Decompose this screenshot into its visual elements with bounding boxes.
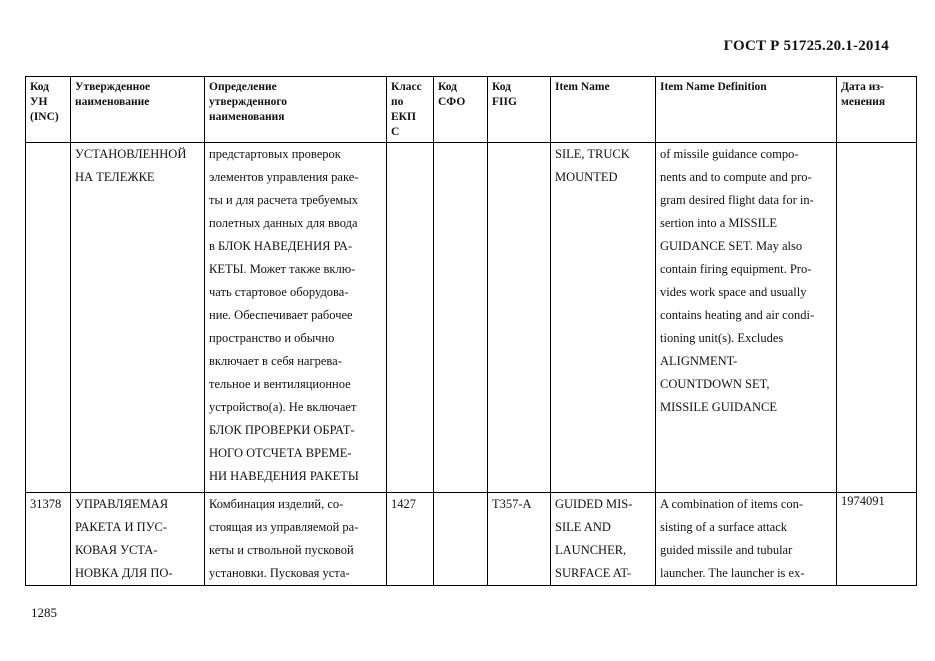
table-row	[26, 493, 917, 586]
cell-text-line: включает в себя нагрева-	[209, 354, 342, 368]
cell-text-line: С	[391, 126, 400, 138]
cell-inc: 31378	[26, 493, 71, 586]
cell-text-line: установки. Пусковая уста-	[209, 566, 350, 580]
nomenclature-table	[25, 76, 917, 586]
column-header-change-date	[837, 77, 917, 143]
cell-text-line: НИ НАВЕДЕНИЯ РАКЕТЫ	[209, 469, 359, 483]
cell-text-line: COUNTDOWN SET,	[660, 377, 770, 391]
cell-text-line: SILE AND	[555, 520, 611, 534]
cell-text-line: A combination of items con-	[660, 497, 804, 511]
cell-text-line: Комбинация изделий, со-	[209, 497, 344, 511]
column-header-inc	[26, 77, 71, 143]
cell-text-line: чать стартовое оборудова-	[209, 285, 349, 299]
cell-text-line: элементов управления раке-	[209, 170, 359, 184]
cell-text-line: наименование	[75, 96, 150, 108]
cell-definition	[205, 143, 387, 493]
cell-class	[387, 143, 434, 493]
cell-text-line: наименования	[209, 111, 285, 123]
cell-item-name	[551, 143, 656, 493]
change-date-value: 1974091	[841, 494, 885, 508]
cell-text-line: tioning unit(s). Excludes	[660, 331, 784, 345]
cell-text-line: contain firing equipment. Pro-	[660, 262, 812, 276]
cell-text-line: ты и для расчета требуемых	[209, 193, 358, 207]
cell-change-date	[837, 493, 917, 586]
column-header-fiig	[488, 77, 551, 143]
cell-text-line: УПРАВЛЯЕМАЯ	[75, 497, 169, 511]
cell-inc	[26, 143, 71, 493]
cell-item-definition	[656, 143, 837, 493]
column-header-definition	[205, 77, 387, 143]
cell-text-line: LAUNCHER,	[555, 543, 627, 557]
cell-text-line: кеты и ствольной пусковой	[209, 543, 354, 557]
cell-text-line: SILE, TRUCK	[555, 147, 630, 161]
cell-text-line: sertion into a MISSILE	[660, 216, 778, 230]
cell-text-line: стоящая из управляемой ра-	[209, 520, 359, 534]
cell-item-name	[551, 493, 656, 586]
table-row	[26, 143, 917, 493]
document-standard-number: ГОСТ Р 51725.20.1-2014	[723, 38, 889, 54]
cell-text-line: (INC)	[30, 111, 59, 123]
cell-text-line: тельное и вентиляционное	[209, 377, 351, 391]
cell-approved-name	[71, 493, 205, 586]
cell-text-line: Утвержденное	[75, 81, 151, 93]
cell-fiig	[488, 143, 551, 493]
cell-text-line: Item Name Definition	[660, 81, 767, 93]
cell-text-line: MISSILE GUIDANCE	[660, 400, 778, 414]
cell-text-line: vides work space and usually	[660, 285, 807, 299]
cell-text-line: Item Name	[555, 81, 610, 93]
cell-text-line: ЕКП	[391, 111, 416, 123]
cell-text-line: по	[391, 96, 404, 108]
cell-text-line: НОГО ОТСЧЕТА ВРЕМЕ-	[209, 446, 352, 460]
cell-text-line: contains heating and air condi-	[660, 308, 815, 322]
cell-text-line: MOUNTED	[555, 170, 618, 184]
cell-text-line: Код	[492, 81, 512, 93]
cell-text-line: УН	[30, 96, 48, 108]
cell-text-line: в БЛОК НАВЕДЕНИЯ РА-	[209, 239, 353, 253]
cell-text-line: guided missile and tubular	[660, 543, 793, 557]
cell-text-line: nents and to compute and pro-	[660, 170, 812, 184]
cell-text-line: launcher. The launcher is ex-	[660, 566, 805, 580]
cell-text-line: Дата из-	[841, 81, 884, 93]
column-header-class	[387, 77, 434, 143]
cell-text-line: SURFACE AT-	[555, 566, 632, 580]
cell-text-line: полетных данных для ввода	[209, 216, 358, 230]
cell-text-line: БЛОК ПРОВЕРКИ ОБРАТ-	[209, 423, 355, 437]
cell-text-line: GUIDED MIS-	[555, 497, 633, 511]
cell-text-line: устройство(а). Не включает	[209, 400, 357, 414]
cell-text-line: КОВАЯ УСТА-	[75, 543, 158, 557]
cell-text-line: gram desired flight data for in-	[660, 193, 814, 207]
cell-text-line: РАКЕТА И ПУС-	[75, 520, 168, 534]
cell-text-line: GUIDANCE SET. May also	[660, 239, 803, 253]
cell-text-line: УСТАНОВЛЕННОЙ	[75, 147, 187, 161]
cell-text-line: Класс	[391, 81, 422, 93]
cell-text-line: Код	[438, 81, 458, 93]
cell-sfo	[434, 493, 488, 586]
cell-text-line: Код	[30, 81, 50, 93]
table-header-row	[26, 77, 917, 143]
cell-text-line: of missile guidance compo-	[660, 147, 799, 161]
cell-text-line: менения	[841, 96, 886, 108]
cell-text-line: КЕТЫ. Может также вклю-	[209, 262, 356, 276]
cell-text-line: СФО	[438, 96, 466, 108]
cell-text-line: НОВКА ДЛЯ ПО-	[75, 566, 173, 580]
cell-text-line: НА ТЕЛЕЖКЕ	[75, 170, 155, 184]
column-header-item-definition	[656, 77, 837, 143]
cell-text-line: sisting of a surface attack	[660, 520, 788, 534]
cell-fiig: T357-A	[488, 493, 551, 586]
cell-text-line: предстартовых проверок	[209, 147, 341, 161]
column-header-sfo	[434, 77, 488, 143]
cell-text-line: Определение	[209, 81, 277, 93]
cell-text-line: утвержденного	[209, 96, 288, 108]
cell-text-line: пространство и обычно	[209, 331, 335, 345]
cell-text-line: ALIGNMENT-	[660, 354, 738, 368]
column-header-approved-name	[71, 77, 205, 143]
cell-item-definition	[656, 493, 837, 586]
cell-text-line: FIIG	[492, 96, 517, 108]
cell-text-line: ние. Обеспечивает рабочее	[209, 308, 353, 322]
cell-definition	[205, 493, 387, 586]
column-header-item-name	[551, 77, 656, 143]
cell-sfo	[434, 143, 488, 493]
cell-change-date	[837, 143, 917, 493]
cell-approved-name	[71, 143, 205, 493]
cell-class: 1427	[387, 493, 434, 586]
page-number: 1285	[31, 605, 57, 620]
